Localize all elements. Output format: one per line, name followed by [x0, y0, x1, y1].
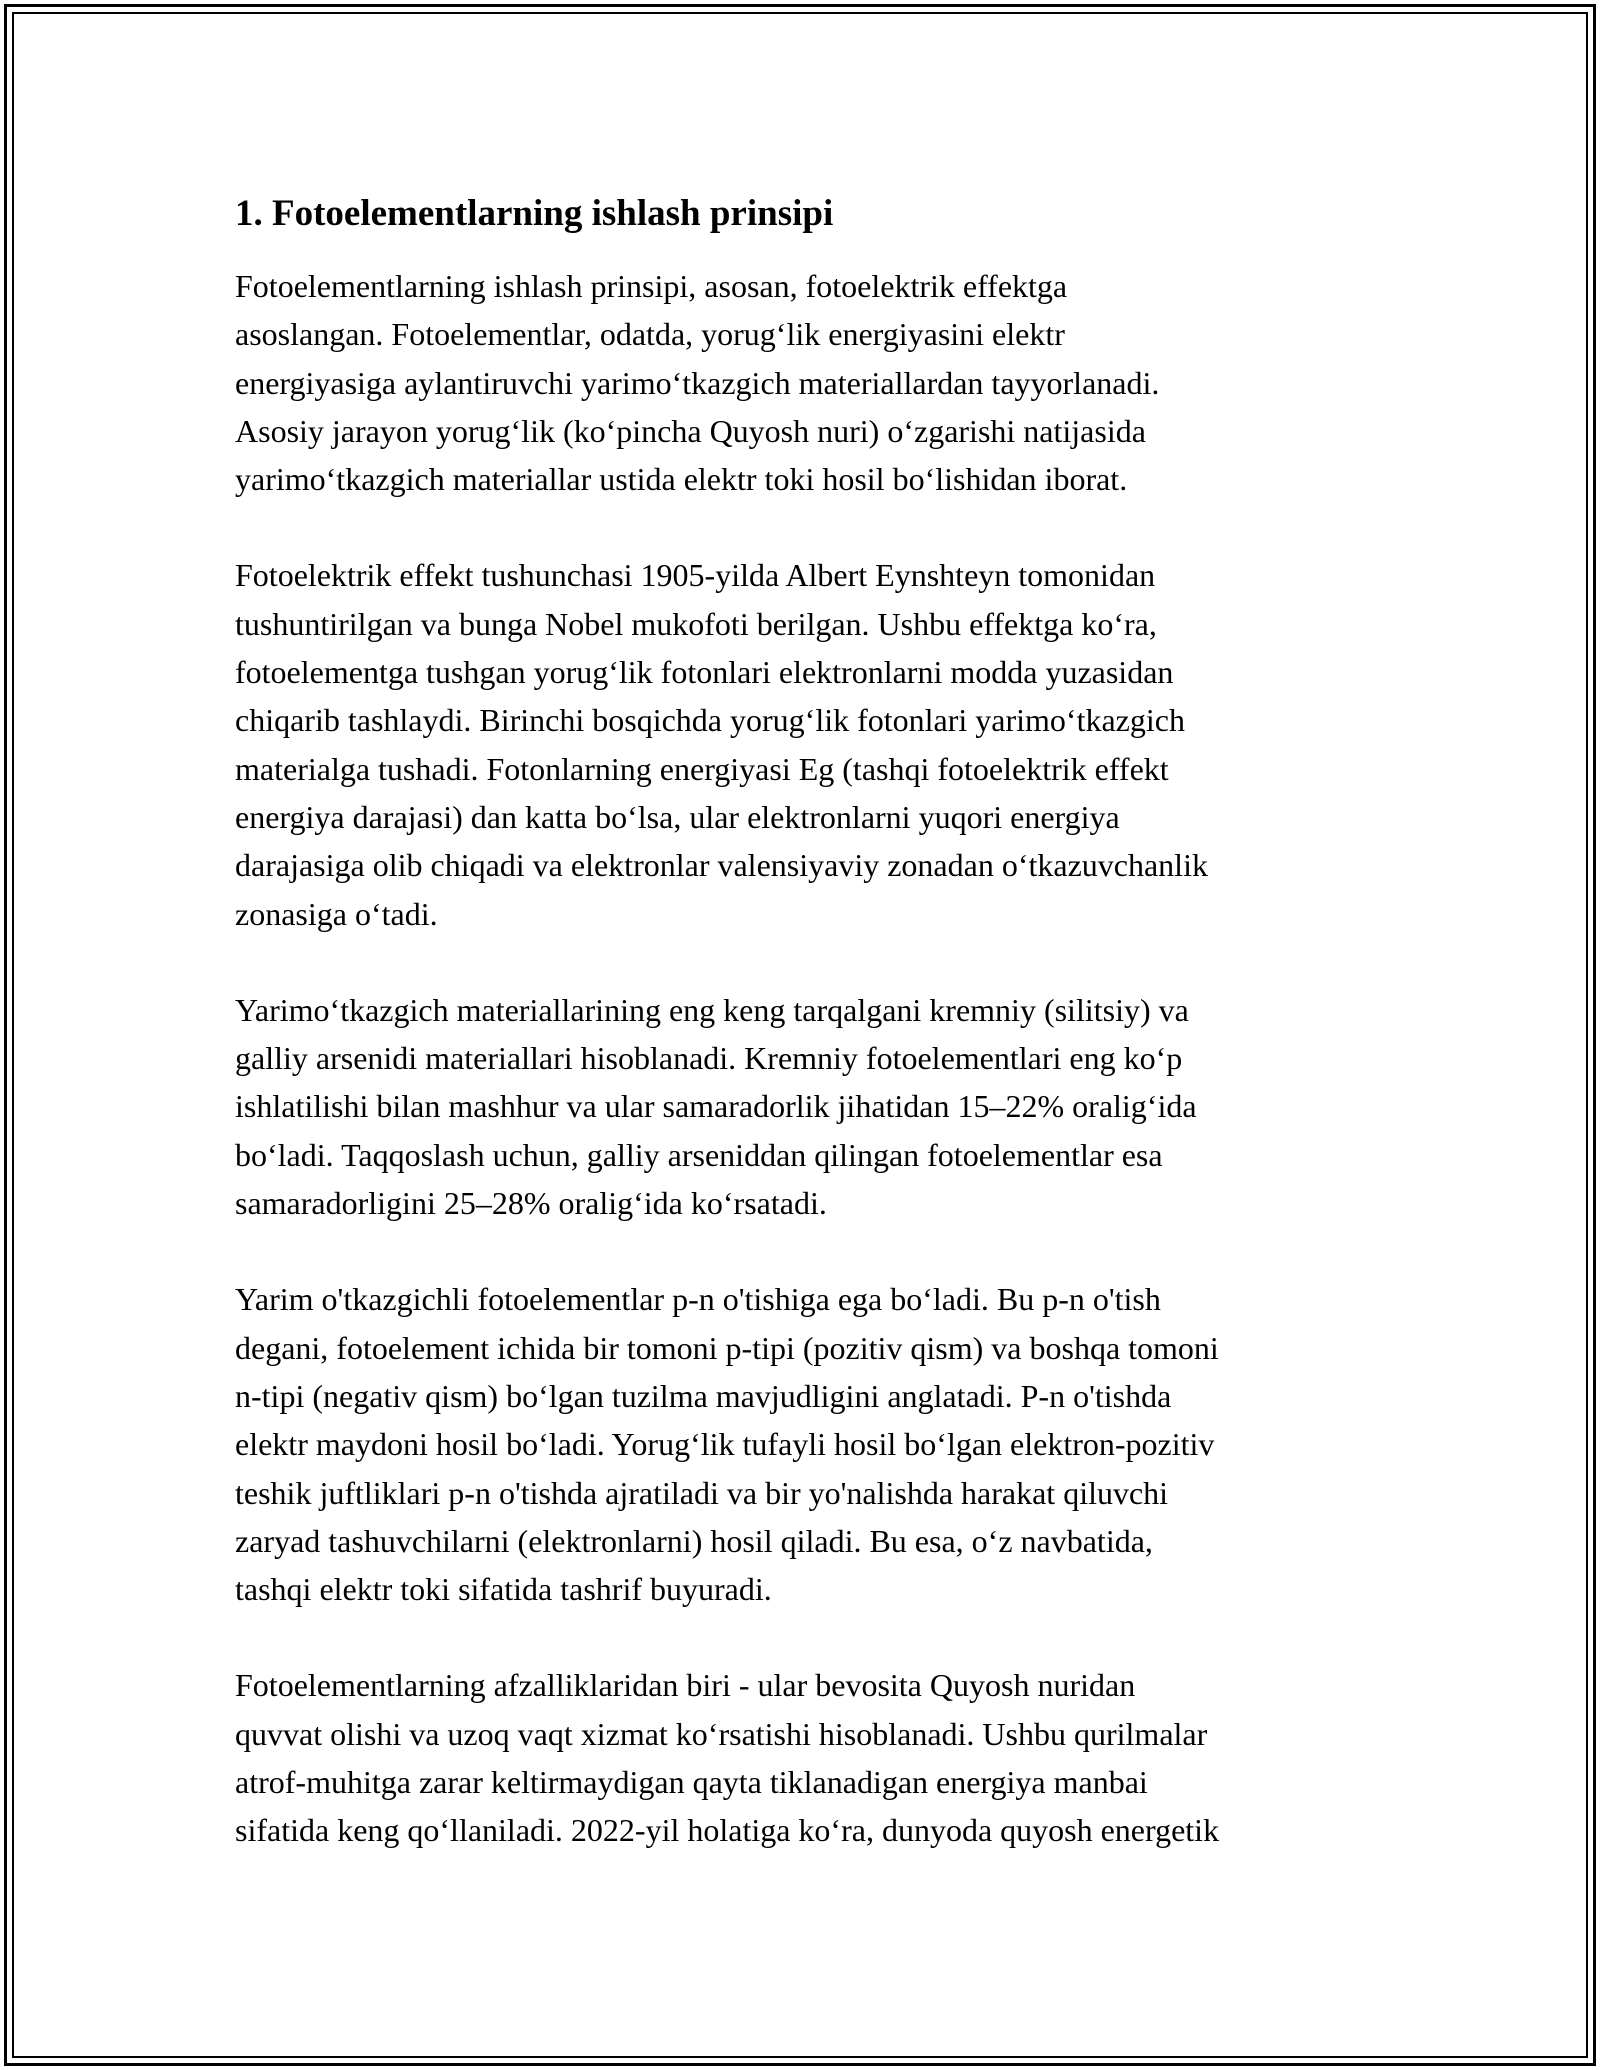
- text-line: ishlatilishi bilan mashhur va ular samaradorlik jihatidan 15–22% oralig‘ida: [235, 1088, 1197, 1125]
- text-line: energiyasiga aylantiruvchi yarimo‘tkazgich materiallardan tayyorlanadi.: [235, 364, 1160, 401]
- text-line: zonasiga o‘tadi.: [235, 895, 438, 932]
- paragraph-photoelectric-effect: [235, 551, 1375, 937]
- text-line: tushuntirilgan va bunga Nobel mukofoti berilgan. Ushbu effektga ko‘ra,: [235, 605, 1157, 642]
- section-heading: 1. Fotoelementlarning ishlash prinsipi: [235, 193, 834, 234]
- text-line: Yarim o'tkazgichli fotoelementlar p-n o'tishiga ega bo‘ladi. Bu p-n o'tish: [235, 1281, 1161, 1318]
- text-line: chiqarib tashlaydi. Birinchi bosqichda yorug‘lik fotonlari yarimo‘tkazgich: [235, 702, 1185, 739]
- text-line: materialga tushadi. Fotonlarning energiyasi Eg (tashqi fotoelektrik effekt: [235, 750, 1169, 787]
- text-line: samaradorligini 25–28% oralig‘ida ko‘rsatadi.: [235, 1185, 827, 1222]
- text-line: fotoelementga tushgan yorug‘lik fotonlari elektronlarni modda yuzasidan: [235, 654, 1174, 691]
- paragraph-materials: [235, 986, 1375, 1227]
- text-line: Fotoelektrik effekt tushunchasi 1905-yilda Albert Eynshteyn tomonidan: [235, 557, 1156, 594]
- text-line: Yarimo‘tkazgich materiallarining eng keng tarqalgani kremniy (silitsiy) va: [235, 991, 1189, 1028]
- text-line: galliy arsenidi materiallari hisoblanadi. Kremniy fotoelementlari eng ko‘p: [235, 1040, 1183, 1077]
- text-line: degani, fotoelement ichida bir tomoni p-tipi (pozitiv qism) va boshqa tomoni: [235, 1329, 1219, 1366]
- text-line: atrof-muhitga zarar keltirmaydigan qayta tiklanadigan energiya manbai: [235, 1764, 1148, 1801]
- text-line: tashqi elektr toki sifatida tashrif buyuradi.: [235, 1571, 772, 1608]
- text-line: quvvat olishi va uzoq vaqt xizmat ko‘rsatishi hisoblanadi. Ushbu qurilmalar: [235, 1715, 1208, 1752]
- paragraph-pn-junction: [235, 1275, 1375, 1613]
- text-line: Fotoelementlarning ishlash prinsipi, asosan, fotoelektrik effektga: [235, 268, 1068, 304]
- text-line: zaryad tashuvchilarni (elektronlarni) hosil qiladi. Bu esa, o‘z navbatida,: [235, 1522, 1153, 1559]
- text-line: Fotoelementlarning afzalliklaridan biri - ular bevosita Quyosh nuridan: [235, 1667, 1136, 1704]
- text-line: darajasiga olib chiqadi va elektronlar valensiyaviy zonadan o‘tkazuvchanlik: [235, 847, 1208, 884]
- paragraph-principle: [235, 262, 1375, 503]
- document-body: [235, 186, 1375, 1903]
- text-line: elektr maydoni hosil bo‘ladi. Yorug‘lik tufayli hosil bo‘lgan elektron-pozitiv: [235, 1426, 1215, 1463]
- text-line: asoslangan. Fotoelementlar, odatda, yorug‘lik energiyasini elektr: [235, 316, 1065, 353]
- text-line: yarimo‘tkazgich materiallar ustida elektr toki hosil bo‘lishidan iborat.: [235, 461, 1128, 498]
- text-line: sifatida keng qo‘llaniladi. 2022-yil holatiga ko‘ra, dunyoda quyosh energetik: [235, 1812, 1220, 1849]
- text-line: n-tipi (negativ qism) bo‘lgan tuzilma mavjudligini anglatadi. P-n o'tishda: [235, 1377, 1172, 1414]
- text-line: bo‘ladi. Taqqoslash uchun, galliy arseniddan qilingan fotoelementlar esa: [235, 1136, 1163, 1173]
- paragraph-advantages: [235, 1661, 1375, 1854]
- text-line: Asosiy jarayon yorug‘lik (ko‘pincha Quyosh nuri) o‘zgarishi natijasida: [235, 412, 1146, 449]
- text-line: energiya darajasi) dan katta bo‘lsa, ular elektronlarni yuqori energiya: [235, 798, 1120, 835]
- text-line: teshik juftliklari p-n o'tishda ajratiladi va bir yo'nalishda harakat qiluvchi: [235, 1474, 1169, 1511]
